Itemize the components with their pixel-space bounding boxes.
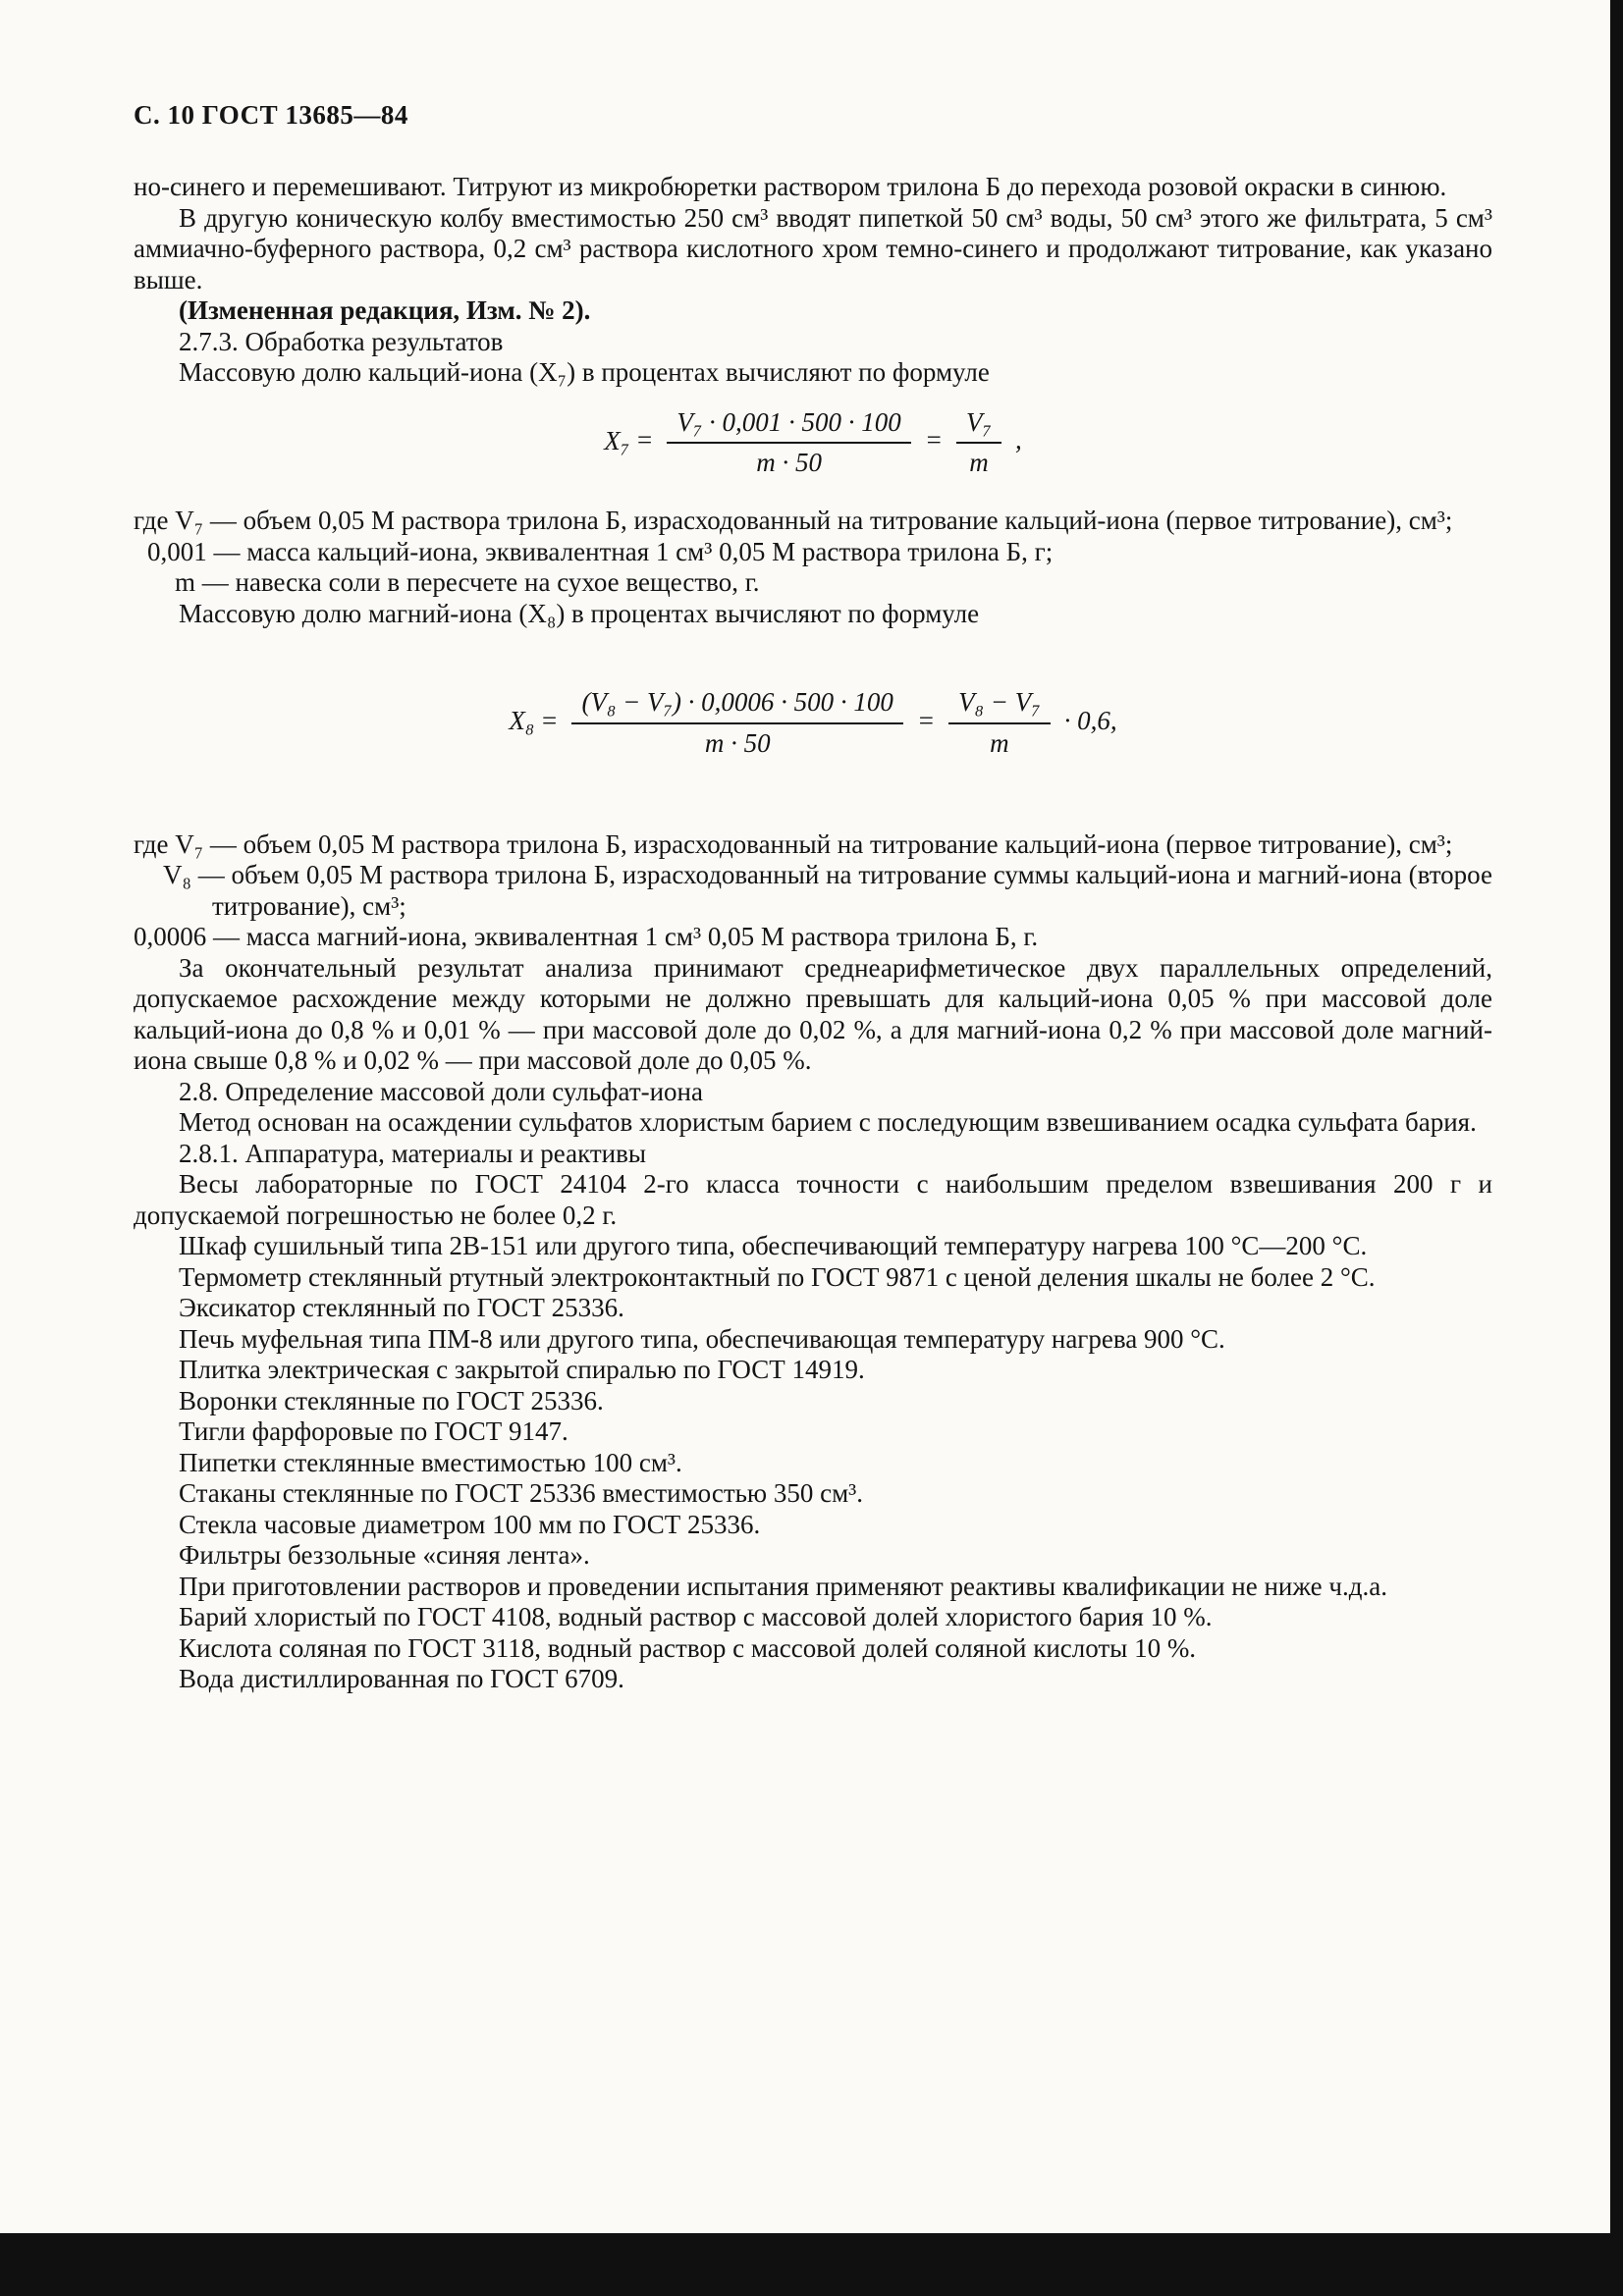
- paragraph: (Измененная редакция, Изм. № 2).: [179, 295, 591, 325]
- equals-sign: =: [924, 425, 944, 455]
- fraction: [948, 686, 1050, 761]
- paragraph: Термометр стеклянный ртутный электроконтактный по ГОСТ 9871 с ценой деления шкалы не более 2 °С.: [179, 1261, 1376, 1292]
- paragraph: 2.8.1. Аппаратура, материалы и реактивы: [179, 1138, 646, 1168]
- fraction-numerator: (V₈ − V₇) · 0,0006 · 500 · 100: [571, 686, 902, 724]
- fraction: [667, 406, 910, 481]
- paragraph: Массовую долю кальций-иона (X₇) в процентах вычисляют по формуле: [179, 357, 990, 387]
- fraction-numerator: V₈ − V₇: [948, 686, 1050, 724]
- paragraph: Фильтры беззольные «синяя лента».: [179, 1540, 590, 1570]
- document-flow: [134, 172, 1492, 1695]
- fraction-numerator: V₇ · 0,001 · 500 · 100: [667, 406, 910, 445]
- paragraph: Весы лабораторные по ГОСТ 24104 2-го класса точности с наибольшим пределом взвешивания 200 г и допускаемой погрешностью не более 0,2 г.: [134, 1169, 1492, 1230]
- equals-sign: =: [540, 705, 559, 735]
- fraction-denominator: m · 50: [704, 727, 771, 758]
- fraction-numerator: V₇: [956, 406, 1001, 445]
- paragraph: Кислота соляная по ГОСТ 3118, водный раствор с массовой долей соляной кислоты 10 %.: [179, 1632, 1197, 1663]
- formula: [134, 686, 1492, 761]
- page-header: С. 10 ГОСТ 13685—84: [134, 100, 408, 130]
- paragraph: но-синего и перемешивают. Титруют из микробюретки раствором трилона Б до перехода розовой окраски в синюю.: [134, 172, 1447, 201]
- formula: [134, 406, 1492, 481]
- formula-suffix: · 0,6,: [1063, 705, 1117, 735]
- document-page: [134, 100, 1492, 1695]
- formula-suffix: ,: [1014, 425, 1022, 455]
- paragraph: Печь муфельная типа ПМ-8 или другого типа, обеспечивающая температуру нагрева 900 °С.: [179, 1323, 1225, 1354]
- equals-sign: =: [635, 425, 654, 455]
- paragraph: Эксикатор стеклянный по ГОСТ 25336.: [179, 1293, 624, 1322]
- fraction-denominator: m · 50: [756, 448, 822, 478]
- paragraph: В другую коническую колбу вместимостью 250 см³ вводят пипеткой 50 см³ воды, 50 см³ этого же фильтрата, 5 см³ аммиачно-буферного раствора, 0,2 см³ раствора кислотного хром темно-синего и продолжают титрование, как указано выше.: [134, 202, 1492, 294]
- paragraph: Шкаф сушильный типа 2В-151 или другого типа, обеспечивающий температуру нагрева 100 °С—200 °С.: [179, 1231, 1368, 1260]
- scan-edge-bottom: [0, 2233, 1623, 2296]
- paragraph: Барий хлористый по ГОСТ 4108, водный раствор с массовой долей хлористого бария 10 %.: [179, 1602, 1213, 1631]
- paragraph: 2.7.3. Обработка результатов: [179, 326, 504, 356]
- paragraph: 0,001 — масса кальций-иона, эквивалентная 1 см³ 0,05 М раствора трилона Б, г;: [147, 536, 1054, 566]
- paragraph: Стаканы стеклянные по ГОСТ 25336 вместимостью 350 см³.: [179, 1478, 864, 1508]
- paragraph: V₈ — объем 0,05 М раствора трилона Б, израсходованный на титрование суммы кальций-иона и магний-иона (второе титрование), см³;: [163, 860, 1492, 921]
- paragraph: Воронки стеклянные по ГОСТ 25336.: [179, 1385, 604, 1415]
- paragraph: Стекла часовые диаметром 100 мм по ГОСТ 25336.: [179, 1509, 761, 1539]
- paragraph: Вода дистиллированная по ГОСТ 6709.: [179, 1664, 624, 1693]
- fraction: [571, 686, 902, 761]
- paragraph: Метод основан на осаждении сульфатов хлористым барием с последующим взвешиванием осадка сульфата бария.: [179, 1107, 1477, 1137]
- scan-edge-right: [1610, 0, 1623, 2296]
- fraction-denominator: m: [990, 727, 1009, 758]
- paragraph: Плитка электрическая с закрытой спиралью по ГОСТ 14919.: [179, 1355, 865, 1384]
- paragraph: где V₇ — объем 0,05 М раствора трилона Б, израсходованный на титрование кальций-иона (первое титрование), см³;: [134, 828, 1453, 859]
- paragraph: При приготовлении растворов и проведении испытания применяют реактивы квалификации не ниже ч.д.а.: [179, 1571, 1387, 1601]
- equals-sign: =: [916, 705, 936, 735]
- paragraph: m — навеска соли в пересчете на сухое вещество, г.: [175, 567, 760, 597]
- paragraph: 0,0006 — масса магний-иона, эквивалентная 1 см³ 0,05 М раствора трилона Б, г.: [134, 922, 1039, 951]
- paragraph: где V₇ — объем 0,05 М раствора трилона Б, израсходованный на титрование кальций-иона (первое титрование), см³;: [134, 506, 1453, 535]
- fraction-denominator: m: [969, 448, 989, 478]
- paragraph: За окончательный результат анализа принимают среднеарифметическое двух параллельных определений, допускаемое расхождение между которыми не должно превышать для кальций-иона 0,05 % при массовой доле кальций-иона до 0,8 % и 0,01 % — при массовой доле до 0,02 %, а для магний-иона 0,2 % при массовой доле магний-иона свыше 0,8 % и 0,02 % — при массовой доле до 0,05 %.: [134, 952, 1492, 1075]
- paragraph: Тигли фарфоровые по ГОСТ 9147.: [179, 1416, 568, 1446]
- formula-lhs: X₇: [604, 425, 630, 455]
- paragraph: 2.8. Определение массовой доли сульфат-иона: [179, 1076, 703, 1106]
- paragraph: Массовую долю магний-иона (X₈) в процентах вычисляют по формуле: [179, 598, 980, 628]
- formula-lhs: X₈: [509, 705, 535, 735]
- paragraph: Пипетки стеклянные вместимостью 100 см³.: [179, 1447, 682, 1477]
- fraction: [956, 406, 1001, 481]
